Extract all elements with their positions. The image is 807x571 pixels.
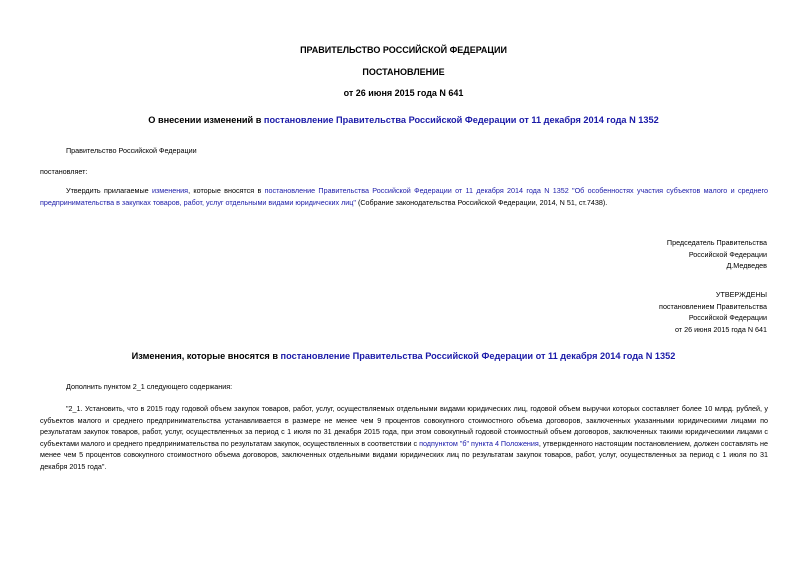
document-type-heading: ПОСТАНОВЛЕНИЕ	[362, 67, 445, 77]
issuer-text: Правительство Российской Федерации	[66, 146, 197, 155]
document-title-prefix: О внесении изменений в	[148, 115, 264, 125]
changes-title	[0, 351, 807, 361]
document-title	[0, 115, 807, 125]
approval-stamp-line-3: Российской Федерации	[688, 313, 767, 323]
approval-stamp-block	[659, 289, 767, 336]
changes-title-link[interactable]: постановление Правительства Российской Федерации от 11 декабря 2014 года N 1352	[280, 351, 676, 361]
signature-block	[667, 237, 767, 272]
approval-text-3: (Собрание законодательства Российской Федерации, 2014, N 51, ст.7438).	[355, 197, 608, 207]
signature-name: Д.Медведев	[726, 261, 767, 271]
approval-stamp-date: от 26 июня 2015 года N 641	[674, 325, 767, 335]
changes-text-1: "2_1. Установить, что в 2015 году годовой объем закупок товаров, работ, услуг, осуществляемых отдельными видами юридических лиц, годовой объем выручки которых составляет более 10 млрд. рублей, у субъектов малого и среднего предпринимательства устанавливается в размере не менее чем 9 процентов совокупного стоимостного объема договоров, заключенных указанными юридическими лицами по результатам закупок товаров, работ, услуг, осуществленных за период с 1 июля по 31 декабря 2015 года, при этом совокупный годовой стоимостный объем договоров, заключенных такими юридическими лицами с субъектами малого и среднего предпринимательства по результатам закупок, осуществленных в соответствии с	[40, 404, 768, 448]
approval-text-1: Утвердить прилагаемые	[66, 186, 152, 195]
document-date-number: от 26 июня 2015 года N 641	[343, 88, 464, 98]
signature-country: Российской Федерации	[688, 249, 767, 259]
resolution-1352-link[interactable]: постановление Правительства Российской Федерации от 11 декабря 2014 года N 1352 "Об особенностях участия субъектов малого и среднего предпринимательства в закупках товаров, работ, услуг отдельными видами юридических лиц"	[40, 186, 768, 207]
document-title-link[interactable]: постановление Правительства Российской Федерации от 11 декабря 2014 года N 1352	[263, 115, 659, 125]
changes-paragraph	[40, 403, 768, 472]
changes-title-prefix: Изменения, которые вносятся в	[131, 351, 281, 361]
changes-link[interactable]: изменения	[151, 186, 189, 195]
government-heading: ПРАВИТЕЛЬСТВО РОССИЙСКОЙ ФЕДЕРАЦИИ	[300, 45, 507, 55]
approval-stamp-line-2: постановлением Правительства	[659, 301, 767, 311]
approval-stamp-title: УТВЕРЖДЕНЫ	[715, 290, 767, 299]
changes-text-2: , утвержденного настоящим постановлением, должен составлять не менее чем 5 процентов совокупного стоимостного объема договоров, заключенных отдельными видами юридических лиц по результатам закупок товаров, работ, услуг, осуществленных за период с 1 июля по 31 декабря 2015 года".	[40, 438, 769, 471]
changes-intro: Дополнить пунктом 2_1 следующего содержания:	[66, 382, 233, 391]
subparagraph-link[interactable]: подпунктом "б" пункта 4 Положения	[419, 438, 539, 448]
approval-paragraph	[40, 185, 768, 208]
signature-position: Председатель Правительства	[666, 238, 767, 247]
decrees-text: постановляет:	[40, 167, 88, 176]
approval-text-2: , которые вносятся в	[188, 186, 265, 195]
